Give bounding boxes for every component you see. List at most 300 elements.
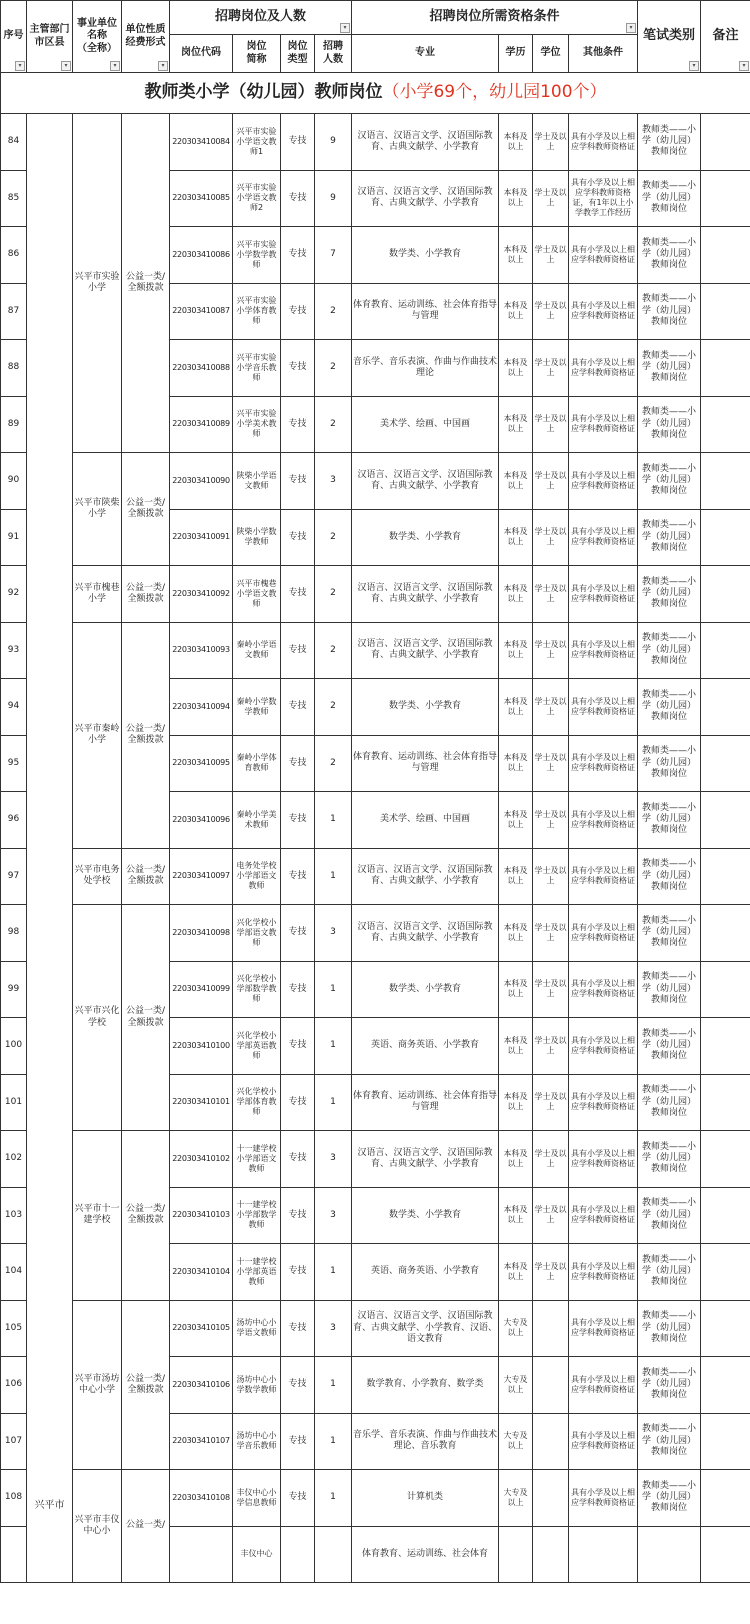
cell-major: 汉语言、汉语言文学、汉语国际教育、古典文献学、小学教育	[352, 453, 499, 510]
cell-other: 具有小学及以上相应学科教师资格证	[569, 679, 638, 736]
cell-seq: 108	[1, 1470, 27, 1527]
cell-short: 兴平市实验小学语文教师2	[233, 170, 281, 227]
cell-count: 1	[315, 961, 352, 1018]
cell-unit-name: 兴平市陕柴小学	[73, 453, 122, 566]
cell-major: 体育教育、运动训练、社会体育指导与管理	[352, 1074, 499, 1131]
header-ptype: 岗位 类型	[281, 35, 315, 73]
cell-edu: 大专及以上	[499, 1300, 533, 1357]
header-degree: 学位	[533, 35, 569, 73]
cell-remark	[701, 227, 750, 284]
cell-short: 十一建学校小学部英语教师	[233, 1244, 281, 1301]
cell-degree: 学士及以上	[533, 453, 569, 510]
cell-count: 9	[315, 170, 352, 227]
cell-unit-name: 兴平市槐巷小学	[73, 566, 122, 623]
cell-seq: 90	[1, 453, 27, 510]
cell-remark	[701, 396, 750, 453]
cell-degree: 学士及以上	[533, 114, 569, 171]
cell-unit-name: 兴平市实验小学	[73, 114, 122, 453]
cell-code: 220303410087	[170, 283, 233, 340]
cell-ptype: 专技	[281, 1187, 315, 1244]
cell-code: 220303410094	[170, 679, 233, 736]
cell-short: 秦岭小学数学教师	[233, 679, 281, 736]
cell-count: 2	[315, 566, 352, 623]
cell-short: 丰仪中心小学信息教师	[233, 1470, 281, 1527]
cell-exam: 教师类——小学（幼儿园）教师岗位	[638, 1470, 701, 1527]
header-major: 专业	[352, 35, 499, 73]
cell-seq: 92	[1, 566, 27, 623]
header-other: 其他条件	[569, 35, 638, 73]
cell-short: 兴平市实验小学美术教师	[233, 396, 281, 453]
cell-code: 220303410105	[170, 1300, 233, 1357]
table-row	[1, 1470, 750, 1527]
cell-code: 220303410108	[170, 1470, 233, 1527]
cell-edu: 本科及以上	[499, 227, 533, 284]
cell-count: 1	[315, 1413, 352, 1470]
cell-short: 兴化学校小学部英语教师	[233, 1018, 281, 1075]
cell-count: 1	[315, 1018, 352, 1075]
cell-short: 十一建学校小学部数学教师	[233, 1187, 281, 1244]
cell-exam: 教师类——小学（幼儿园）教师岗位	[638, 396, 701, 453]
header-count: 招聘 人数	[315, 35, 352, 73]
cell-remark	[701, 679, 750, 736]
cell-degree	[533, 1357, 569, 1414]
cell-remark	[701, 170, 750, 227]
cell-unit-name: 兴平市丰仪中心小	[73, 1470, 122, 1583]
cell-exam: 教师类——小学（幼儿园）教师岗位	[638, 1131, 701, 1188]
cell-remark	[701, 622, 750, 679]
cell-ptype: 专技	[281, 283, 315, 340]
cell-count: 2	[315, 679, 352, 736]
cell-seq: 87	[1, 283, 27, 340]
cell-edu: 本科及以上	[499, 114, 533, 171]
cell-ptype: 专技	[281, 679, 315, 736]
cell-ptype: 专技	[281, 961, 315, 1018]
cell-count: 2	[315, 396, 352, 453]
filter-dropdown-icon[interactable]: ▾	[15, 61, 25, 71]
cell-remark	[701, 114, 750, 171]
cell-exam: 教师类——小学（幼儿园）教师岗位	[638, 453, 701, 510]
cell-ptype: 专技	[281, 340, 315, 397]
cell-ptype: 专技	[281, 566, 315, 623]
cell-major: 数学教育、小学教育、数学类	[352, 1357, 499, 1414]
cell-edu: 本科及以上	[499, 735, 533, 792]
cell-seq: 98	[1, 905, 27, 962]
cell-exam: 教师类——小学（幼儿园）教师岗位	[638, 566, 701, 623]
cell-unit-type: 公益一类/全额拨款	[122, 1131, 170, 1301]
cell-edu: 大专及以上	[499, 1357, 533, 1414]
cell-code: 220303410100	[170, 1018, 233, 1075]
cell-edu: 本科及以上	[499, 509, 533, 566]
cell-short: 汤坊中心小学语文教师	[233, 1300, 281, 1357]
cell-count: 9	[315, 114, 352, 171]
cell-code: 220303410092	[170, 566, 233, 623]
cell-short: 汤坊中心小学音乐教师	[233, 1413, 281, 1470]
table-row	[1, 848, 750, 905]
cell-seq: 89	[1, 396, 27, 453]
cell-major: 数学类、小学教育	[352, 679, 499, 736]
cell-code: 220303410088	[170, 340, 233, 397]
header-dept[interactable]: 主管部门 市区县 ▾	[27, 1, 73, 73]
cell-remark	[701, 848, 750, 905]
cell-other: 具有小学及以上相应学科教师资格证	[569, 283, 638, 340]
cell-short: 兴平市实验小学音乐教师	[233, 340, 281, 397]
cell-other: 具有小学及以上相应学科教师资格证	[569, 1300, 638, 1357]
cell-unit-type: 公益一类/全额拨款	[122, 622, 170, 848]
cell-unit-type: 公益一类/全额拨款	[122, 114, 170, 453]
cell-edu: 本科及以上	[499, 905, 533, 962]
header-group-quals[interactable]: 招聘岗位所需资格条件 ▾	[352, 1, 638, 35]
filter-dropdown-icon[interactable]: ▾	[158, 61, 168, 71]
cell-short: 丰仪中心	[233, 1526, 281, 1583]
filter-dropdown-icon[interactable]: ▾	[626, 23, 636, 33]
cell-edu: 本科及以上	[499, 1187, 533, 1244]
cell-edu: 本科及以上	[499, 170, 533, 227]
cell-code	[170, 1526, 233, 1583]
cell-remark	[701, 1470, 750, 1527]
cell-short: 十一建学校小学部语文教师	[233, 1131, 281, 1188]
cell-ptype: 专技	[281, 1074, 315, 1131]
cell-major: 音乐学、音乐表演、作曲与作曲技术理论	[352, 340, 499, 397]
cell-major: 美术学、绘画、中国画	[352, 396, 499, 453]
cell-degree	[533, 1470, 569, 1527]
filter-dropdown-icon[interactable]: ▾	[689, 61, 699, 71]
cell-short: 陕柴小学语文教师	[233, 453, 281, 510]
cell-major: 计算机类	[352, 1470, 499, 1527]
cell-short: 秦岭小学语文教师	[233, 622, 281, 679]
cell-edu: 本科及以上	[499, 679, 533, 736]
cell-exam: 教师类——小学（幼儿园）教师岗位	[638, 1187, 701, 1244]
cell-ptype: 专技	[281, 509, 315, 566]
cell-exam: 教师类——小学（幼儿园）教师岗位	[638, 622, 701, 679]
cell-count: 3	[315, 1131, 352, 1188]
section-title-row	[1, 73, 750, 114]
cell-remark	[701, 1131, 750, 1188]
cell-count: 2	[315, 340, 352, 397]
cell-code: 220303410084	[170, 114, 233, 171]
cell-ptype: 专技	[281, 227, 315, 284]
header-group-positions[interactable]: 招聘岗位及人数 ▾	[170, 1, 352, 35]
cell-other: 具有小学及以上相应学科教师资格证	[569, 792, 638, 849]
cell-other: 具有小学及以上相应学科教师资格证	[569, 340, 638, 397]
header-exam[interactable]: 笔试类别 ▾	[638, 1, 701, 73]
cell-code: 220303410086	[170, 227, 233, 284]
cell-ptype: 专技	[281, 1244, 315, 1301]
cell-degree: 学士及以上	[533, 792, 569, 849]
cell-edu: 本科及以上	[499, 1074, 533, 1131]
cell-major: 英语、商务英语、小学教育	[352, 1244, 499, 1301]
cell-degree: 学士及以上	[533, 622, 569, 679]
cell-count: 1	[315, 1357, 352, 1414]
cell-degree: 学士及以上	[533, 1074, 569, 1131]
cell-other: 具有小学及以上相应学科教师资格证	[569, 1131, 638, 1188]
cell-seq: 97	[1, 848, 27, 905]
cell-short: 兴化学校小学部体育教师	[233, 1074, 281, 1131]
cell-short: 兴化学校小学部数学教师	[233, 961, 281, 1018]
cell-count: 3	[315, 1300, 352, 1357]
cell-code: 220303410098	[170, 905, 233, 962]
cell-count: 1	[315, 848, 352, 905]
cell-unit-type: 公益一类/全额拨款	[122, 848, 170, 905]
cell-edu: 本科及以上	[499, 792, 533, 849]
table-row	[1, 1300, 750, 1357]
cell-remark	[701, 792, 750, 849]
cell-degree	[533, 1526, 569, 1583]
cell-remark	[701, 1018, 750, 1075]
cell-edu: 本科及以上	[499, 396, 533, 453]
cell-short: 兴平市槐巷小学语文教师	[233, 566, 281, 623]
cell-other: 具有小学及以上相应学科教师资格证	[569, 1187, 638, 1244]
cell-exam: 教师类——小学（幼儿园）教师岗位	[638, 114, 701, 171]
section-title-highlight: （小学69个，幼儿园100个）	[382, 82, 607, 103]
cell-remark	[701, 566, 750, 623]
cell-ptype: 专技	[281, 453, 315, 510]
cell-major: 汉语言、汉语言文学、汉语国际教育、古典文献学、小学教育	[352, 566, 499, 623]
cell-ptype: 专技	[281, 1131, 315, 1188]
cell-code: 220303410085	[170, 170, 233, 227]
cell-major: 汉语言、汉语言文学、汉语国际教育、古典文献学、小学教育	[352, 1131, 499, 1188]
cell-ptype: 专技	[281, 114, 315, 171]
cell-ptype: 专技	[281, 848, 315, 905]
cell-other: 具有小学及以上相应学科教师资格证	[569, 227, 638, 284]
cell-unit-name: 兴平市电务处学校	[73, 848, 122, 905]
cell-seq: 91	[1, 509, 27, 566]
cell-count: 1	[315, 1074, 352, 1131]
cell-code: 220303410106	[170, 1357, 233, 1414]
cell-seq: 84	[1, 114, 27, 171]
cell-other: 具有小学及以上相应学科教师资格证	[569, 453, 638, 510]
cell-count: 2	[315, 283, 352, 340]
cell-short: 兴平市实验小学体育教师	[233, 283, 281, 340]
cell-major: 汉语言、汉语言文学、汉语国际教育、古典文献学、小学教育	[352, 905, 499, 962]
cell-other: 具有小学及以上相应学科教师资格证	[569, 1018, 638, 1075]
cell-degree: 学士及以上	[533, 566, 569, 623]
header-row-1	[1, 1, 750, 35]
cell-edu: 本科及以上	[499, 1244, 533, 1301]
cell-other: 具有小学及以上相应学科教师资格证	[569, 622, 638, 679]
cell-seq: 100	[1, 1018, 27, 1075]
cell-major: 体育教育、运动训练、社会体育指导与管理	[352, 735, 499, 792]
cell-other: 具有小学及以上相应学科教师资格证	[569, 114, 638, 171]
cell-edu: 本科及以上	[499, 453, 533, 510]
section-title	[1, 73, 750, 114]
cell-remark	[701, 340, 750, 397]
cell-code: 220303410107	[170, 1413, 233, 1470]
cell-seq: 105	[1, 1300, 27, 1357]
cell-degree	[533, 1300, 569, 1357]
cell-short: 汤坊中心小学数学教师	[233, 1357, 281, 1414]
cell-other	[569, 1526, 638, 1583]
cell-major: 数学类、小学教育	[352, 227, 499, 284]
cell-major: 音乐学、音乐表演、作曲与作曲技术理论、音乐教育	[352, 1413, 499, 1470]
cell-code: 220303410101	[170, 1074, 233, 1131]
cell-major: 数学类、小学教育	[352, 1187, 499, 1244]
cell-unit-name: 兴平市汤坊中心小学	[73, 1300, 122, 1470]
cell-code: 220303410091	[170, 509, 233, 566]
cell-short: 兴化学校小学部语文教师	[233, 905, 281, 962]
filter-dropdown-icon[interactable]: ▾	[61, 61, 71, 71]
cell-other: 具有小学及以上相应学科教师资格证	[569, 396, 638, 453]
cell-edu: 本科及以上	[499, 340, 533, 397]
header-unit[interactable]: 事业单位 名称 （全称） ▾	[73, 1, 122, 73]
table-row	[1, 453, 750, 510]
table-row	[1, 905, 750, 962]
cell-exam: 教师类——小学（幼儿园）教师岗位	[638, 735, 701, 792]
cell-exam: 教师类——小学（幼儿园）教师岗位	[638, 792, 701, 849]
cell-edu: 本科及以上	[499, 961, 533, 1018]
cell-exam: 教师类——小学（幼儿园）教师岗位	[638, 961, 701, 1018]
cell-seq: 106	[1, 1357, 27, 1414]
cell-remark	[701, 1357, 750, 1414]
table-row	[1, 566, 750, 623]
cell-code: 220303410102	[170, 1131, 233, 1188]
section-title-main: 教师类小学（幼儿园）教师岗位	[144, 82, 383, 103]
cell-remark	[701, 1526, 750, 1583]
cell-ptype: 专技	[281, 1300, 315, 1357]
filter-dropdown-icon[interactable]: ▾	[739, 61, 749, 71]
cell-count: 2	[315, 735, 352, 792]
cell-other: 具有小学及以上相应学科教师资格证	[569, 566, 638, 623]
cell-exam	[638, 1526, 701, 1583]
header-seq[interactable]: 序号 ▾	[1, 1, 27, 73]
cell-edu: 本科及以上	[499, 622, 533, 679]
cell-ptype: 专技	[281, 1357, 315, 1414]
cell-seq: 85	[1, 170, 27, 227]
cell-major: 汉语言、汉语言文学、汉语国际教育、古典文献学、小学教育、汉语、语文教育	[352, 1300, 499, 1357]
cell-edu: 大专及以上	[499, 1413, 533, 1470]
cell-seq	[1, 1526, 27, 1583]
cell-exam: 教师类——小学（幼儿园）教师岗位	[638, 1413, 701, 1470]
cell-ptype: 专技	[281, 170, 315, 227]
cell-unit-type: 公益一类/全额拨款	[122, 905, 170, 1131]
cell-code: 220303410090	[170, 453, 233, 510]
cell-count: 3	[315, 1187, 352, 1244]
cell-seq: 102	[1, 1131, 27, 1188]
cell-remark	[701, 1074, 750, 1131]
cell-other: 具有小学及以上相应学科教师资格证	[569, 905, 638, 962]
cell-major: 英语、商务英语、小学教育	[352, 1018, 499, 1075]
cell-ptype: 专技	[281, 735, 315, 792]
cell-code: 220303410089	[170, 396, 233, 453]
cell-count: 1	[315, 1470, 352, 1527]
cell-remark	[701, 1300, 750, 1357]
cell-exam: 教师类——小学（幼儿园）教师岗位	[638, 848, 701, 905]
cell-ptype: 专技	[281, 396, 315, 453]
cell-exam: 教师类——小学（幼儿园）教师岗位	[638, 1018, 701, 1075]
cell-degree: 学士及以上	[533, 227, 569, 284]
cell-edu: 本科及以上	[499, 848, 533, 905]
cell-remark	[701, 1244, 750, 1301]
cell-code: 220303410104	[170, 1244, 233, 1301]
table-row	[1, 622, 750, 679]
cell-short: 秦岭小学美术教师	[233, 792, 281, 849]
cell-edu: 大专及以上	[499, 1470, 533, 1527]
cell-seq: 107	[1, 1413, 27, 1470]
cell-unit-name: 兴平市兴化学校	[73, 905, 122, 1131]
cell-unit-type: 公益一类/全额拨款	[122, 453, 170, 566]
cell-ptype: 专技	[281, 1018, 315, 1075]
cell-ptype: 专技	[281, 905, 315, 962]
cell-seq: 93	[1, 622, 27, 679]
cell-edu: 本科及以上	[499, 1018, 533, 1075]
cell-exam: 教师类——小学（幼儿园）教师岗位	[638, 509, 701, 566]
cell-degree: 学士及以上	[533, 1018, 569, 1075]
filter-dropdown-icon[interactable]: ▾	[110, 61, 120, 71]
cell-unit-type: 公益一类/全额拨款	[122, 1300, 170, 1470]
cell-ptype: 专技	[281, 622, 315, 679]
cell-seq: 99	[1, 961, 27, 1018]
cell-other: 具有小学及以上相应学科教师资格证	[569, 735, 638, 792]
cell-major: 汉语言、汉语言文学、汉语国际教育、古典文献学、小学教育	[352, 114, 499, 171]
cell-short: 陕柴小学数学教师	[233, 509, 281, 566]
cell-count: 7	[315, 227, 352, 284]
filter-dropdown-icon[interactable]: ▾	[340, 23, 350, 33]
cell-edu	[499, 1526, 533, 1583]
cell-other: 具有小学及以上相应学科教师资格证	[569, 1074, 638, 1131]
cell-exam: 教师类——小学（幼儿园）教师岗位	[638, 1244, 701, 1301]
header-unit-type[interactable]: 单位性质 经费形式 ▾	[122, 1, 170, 73]
cell-major: 数学类、小学教育	[352, 961, 499, 1018]
cell-remark	[701, 453, 750, 510]
cell-code: 220303410097	[170, 848, 233, 905]
cell-degree: 学士及以上	[533, 735, 569, 792]
cell-degree: 学士及以上	[533, 961, 569, 1018]
cell-seq: 101	[1, 1074, 27, 1131]
cell-unit-name: 兴平市十一建学校	[73, 1131, 122, 1301]
cell-other: 具有小学及以上相应学科教师资格证	[569, 848, 638, 905]
cell-short: 兴平市实验小学数学教师	[233, 227, 281, 284]
cell-remark	[701, 1187, 750, 1244]
cell-major: 汉语言、汉语言文学、汉语国际教育、古典文献学、小学教育	[352, 848, 499, 905]
cell-count: 3	[315, 453, 352, 510]
cell-edu: 本科及以上	[499, 283, 533, 340]
cell-exam: 教师类——小学（幼儿园）教师岗位	[638, 1300, 701, 1357]
cell-other: 具有小学及以上相应学科教师资格证	[569, 961, 638, 1018]
cell-exam: 教师类——小学（幼儿园）教师岗位	[638, 283, 701, 340]
cell-major: 体育教育、运动训练、社会体育指导与管理	[352, 283, 499, 340]
cell-other: 具有小学及以上相应学科教师资格证	[569, 1413, 638, 1470]
cell-code: 220303410099	[170, 961, 233, 1018]
cell-edu: 本科及以上	[499, 1131, 533, 1188]
cell-exam: 教师类——小学（幼儿园）教师岗位	[638, 679, 701, 736]
cell-remark	[701, 905, 750, 962]
cell-short: 秦岭小学体育教师	[233, 735, 281, 792]
cell-degree: 学士及以上	[533, 679, 569, 736]
cell-other: 具有小学及以上相应学科教师资格证，有1年以上小学教学工作经历	[569, 170, 638, 227]
header-edu: 学历	[499, 35, 533, 73]
cell-unit-type: 公益一类/	[122, 1470, 170, 1583]
cell-major: 汉语言、汉语言文学、汉语国际教育、古典文献学、小学教育	[352, 622, 499, 679]
cell-seq: 104	[1, 1244, 27, 1301]
header-short: 岗位 简称	[233, 35, 281, 73]
cell-degree: 学士及以上	[533, 1187, 569, 1244]
cell-ptype: 专技	[281, 792, 315, 849]
cell-code: 220303410095	[170, 735, 233, 792]
cell-remark	[701, 283, 750, 340]
cell-other: 具有小学及以上相应学科教师资格证	[569, 509, 638, 566]
cell-other: 具有小学及以上相应学科教师资格证	[569, 1357, 638, 1414]
cell-remark	[701, 1413, 750, 1470]
cell-degree: 学士及以上	[533, 170, 569, 227]
cell-degree: 学士及以上	[533, 340, 569, 397]
cell-degree: 学士及以上	[533, 848, 569, 905]
header-remark[interactable]: 备注 ▾	[701, 1, 750, 73]
cell-degree	[533, 1413, 569, 1470]
cell-count	[315, 1526, 352, 1583]
cell-ptype	[281, 1526, 315, 1583]
cell-remark	[701, 509, 750, 566]
cell-code: 220303410096	[170, 792, 233, 849]
cell-exam: 教师类——小学（幼儿园）教师岗位	[638, 1357, 701, 1414]
